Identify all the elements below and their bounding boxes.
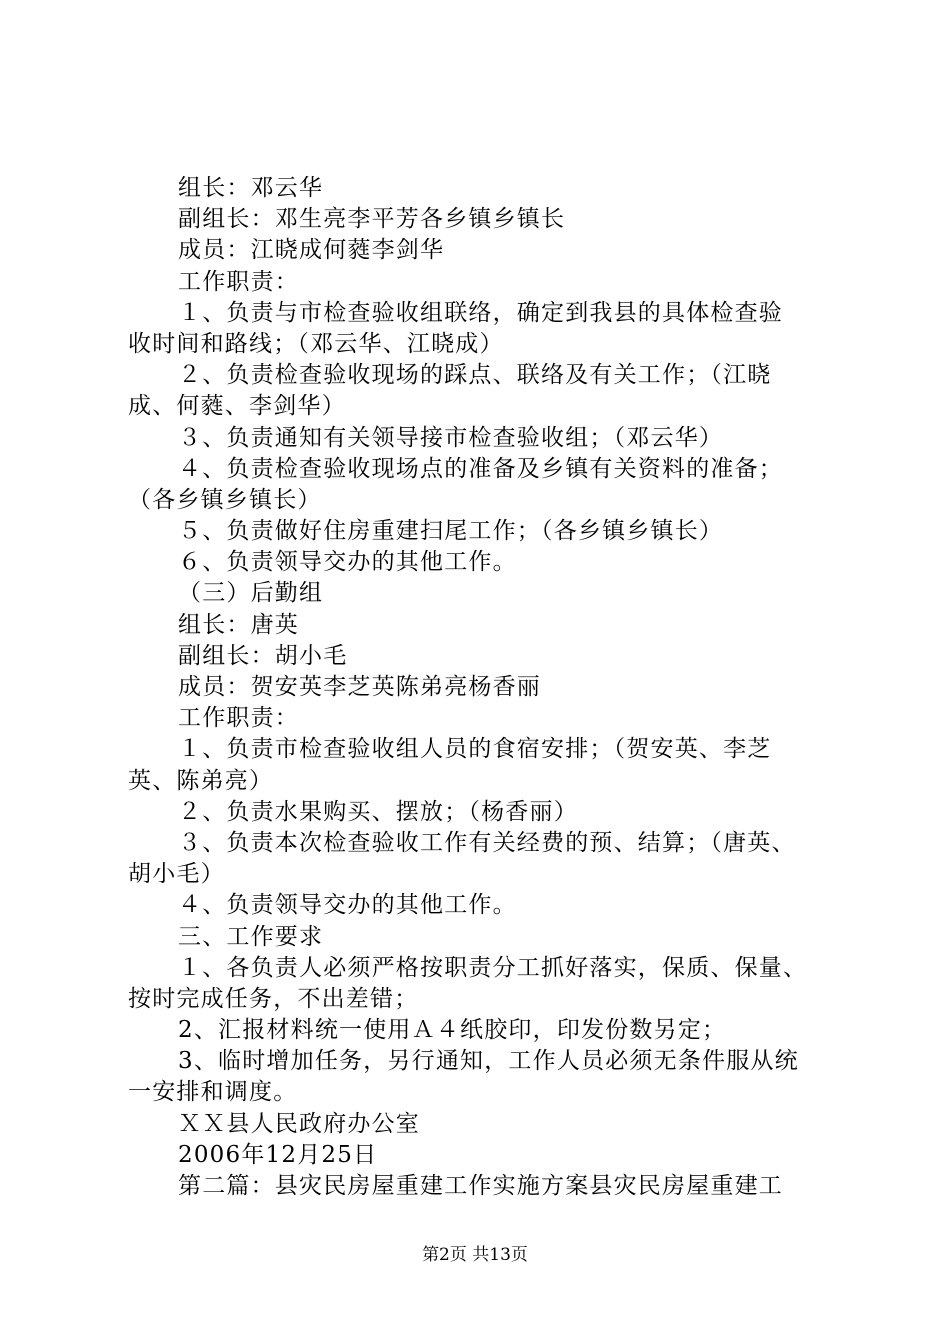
document-line: 2006年12月25日 <box>178 1141 378 1168</box>
document-line: 工作职责： <box>178 705 299 732</box>
document-line: ３、负责通知有关领导接市检查验收组；（邓云华） <box>178 424 724 451</box>
document-line: 一安排和调度。 <box>128 1079 298 1106</box>
document-line: 收时间和路线；（邓云华、江晓成） <box>128 330 504 357</box>
document-line: 组长：邓云华 <box>178 175 324 201</box>
document-line: 成、何蕤、李剑华） <box>128 393 346 420</box>
document-line: ２、负责检查验收现场的踩点、联络及有关工作；（江晓 <box>178 362 772 389</box>
document-line: 副组长：邓生亮李平芳各乡镇乡镇长 <box>178 206 566 233</box>
document-line: （各乡镇乡镇长） <box>128 486 322 513</box>
document-line: 2、汇报材料统一使用Ａ４纸胶印，印发份数另定； <box>178 1017 727 1044</box>
document-line: ２、负责水果购买、摆放；（杨香丽） <box>178 798 578 825</box>
document-line: １、负责与市检查验收组联络，确定到我县的具体检查验 <box>178 299 783 326</box>
document-body <box>128 173 848 1202</box>
document-line: ３、负责本次检查验收工作有关经费的预、结算；（唐英、 <box>178 829 796 856</box>
document-line: 3、临时增加任务，另行通知，工作人员必须无条件服从统 <box>178 1048 799 1075</box>
document-line: 副组长：胡小毛 <box>178 642 348 669</box>
document-line: 按时完成任务，不出差错； <box>128 985 419 1012</box>
document-line: 组长：唐英 <box>178 611 299 638</box>
document-line: 三、工作要求 <box>178 923 324 950</box>
document-line: ４、负责领导交办的其他工作。 <box>178 892 517 919</box>
document-line: 胡小毛） <box>128 861 225 888</box>
document-line: ５、负责做好住房重建扫尾工作；（各乡镇乡镇长） <box>178 518 724 545</box>
document-line: １、各负责人必须严格按职责分工抓好落实，保质、保量、 <box>178 954 808 981</box>
page-number-label: 第2页 共13页 <box>422 1245 528 1265</box>
document-line: 成员：贺安英李芝英陈弟亮杨香丽 <box>178 674 541 700</box>
document-line: ４、负责检查验收现场点的准备及乡镇有关资料的准备； <box>178 455 783 482</box>
document-line: 成员：江晓成何蕤李剑华 <box>178 237 445 264</box>
document-line: 英、陈弟亮） <box>128 767 274 794</box>
document-line: 第二篇：县灾民房屋重建工作实施方案县灾民房屋重建工 <box>178 1173 783 1199</box>
document-line: 工作职责： <box>178 268 299 295</box>
document-line: （三）后勤组 <box>178 580 324 607</box>
document-line: ６、负责领导交办的其他工作。 <box>178 549 517 576</box>
document-line: １、负责市检查验收组人员的食宿安排；（贺安英、李芝 <box>178 736 772 763</box>
page-footer <box>0 1243 950 1267</box>
document-line: ＸＸ县人民政府办公室 <box>178 1110 420 1137</box>
